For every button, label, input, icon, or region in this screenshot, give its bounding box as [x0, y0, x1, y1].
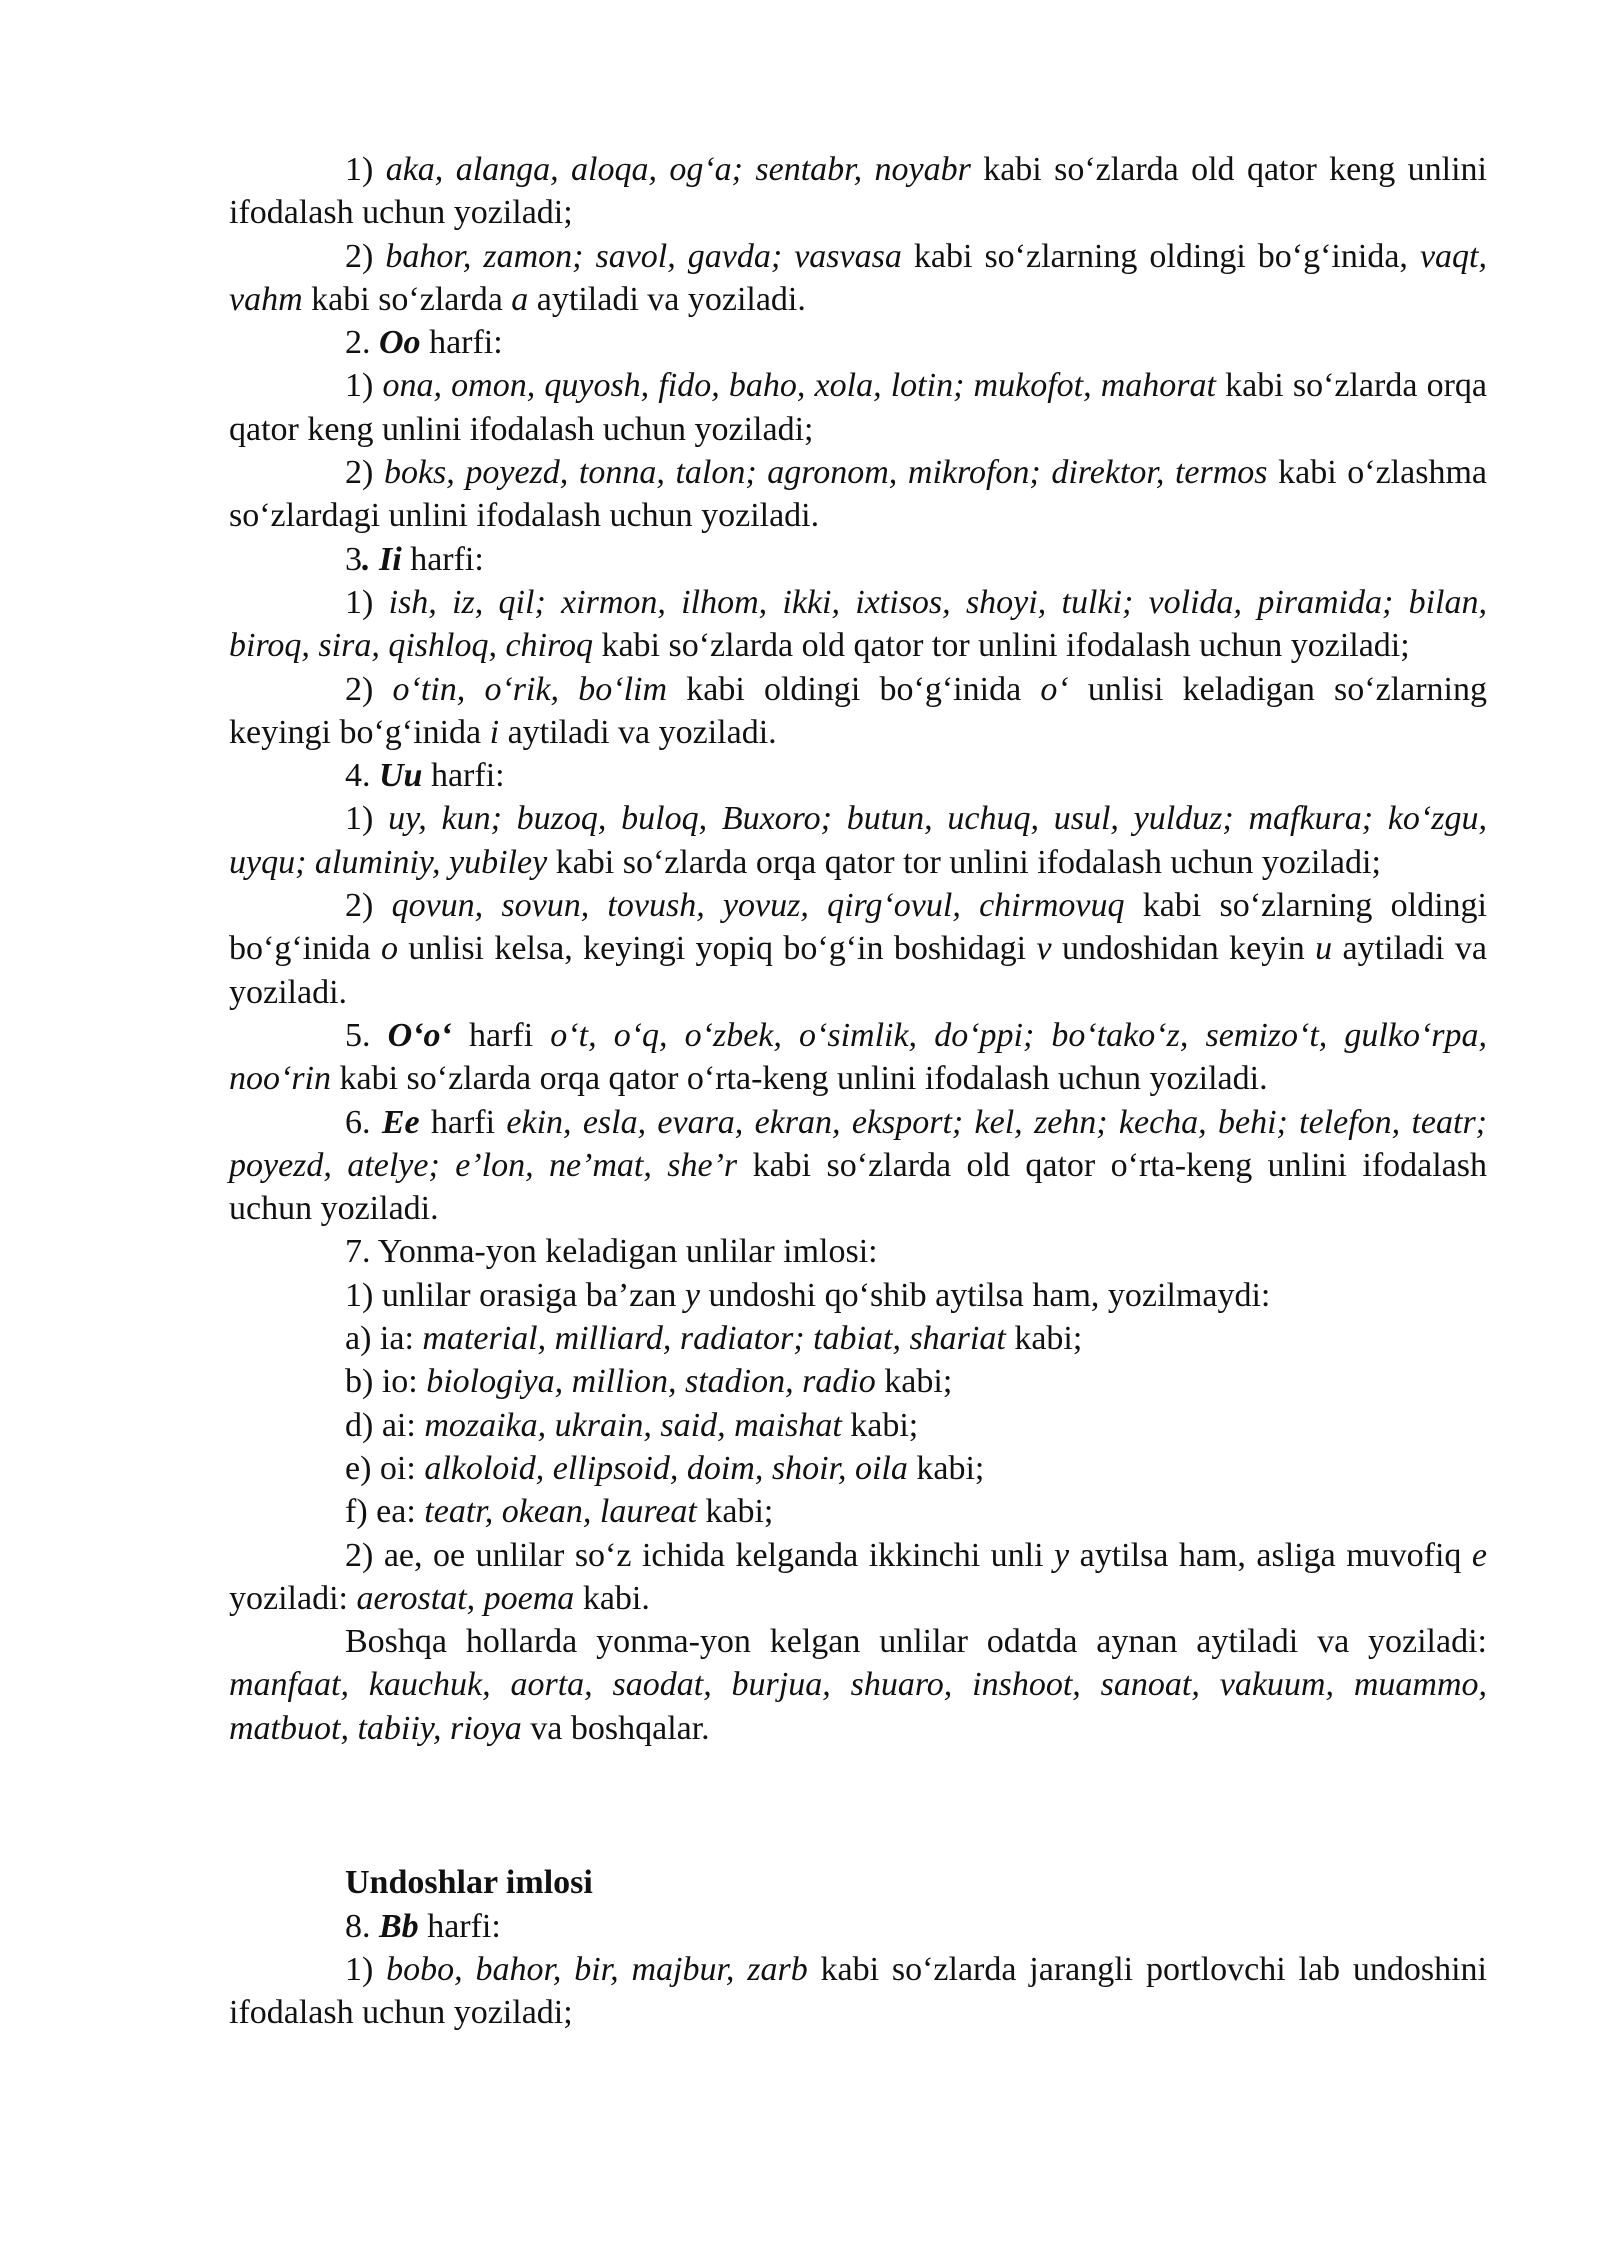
example-words: teatr, okean, laureat [424, 1493, 697, 1531]
text-run: aytiladi va yoziladi. [229, 930, 1487, 1011]
paragraph [229, 1230, 1487, 1273]
example-words: vaqt, vahm [229, 237, 1487, 318]
text-run: kabi so‘zlarda orqa qator keng unlini ifodalash uchun yoziladi; [229, 367, 1487, 448]
text-run: b) io: [345, 1363, 427, 1401]
text-run: harfi [451, 1016, 551, 1054]
text-run: Boshqa hollarda yonma-yon kelgan unlilar odatda aynan aytiladi va yoziladi: [345, 1623, 1487, 1661]
example-words: mozaika, ukrain, said, maishat [424, 1406, 842, 1444]
letter-name: Ee [381, 1103, 420, 1141]
text-run: kabi so‘zlarda jarangli portlovchi lab undoshini ifodalash uchun yoziladi; [229, 1950, 1487, 2032]
text-run: harfi: [420, 324, 503, 362]
text-run: kabi so‘zlarda orqa qator o‘rta-keng unlini ifodalash uchun yoziladi. [331, 1060, 1268, 1098]
text-run: kabi so‘zlarda orqa qator tor unlini ifodalash uchun yoziladi; [547, 843, 1381, 881]
paragraph [229, 1101, 1487, 1231]
text-run: 1) [345, 151, 386, 188]
example-words: bahor, zamon; savol, gavda; vasvasa [385, 237, 902, 275]
example-words: e [1471, 1536, 1488, 1574]
text-run: 1) unlilar orasiga ba’zan [345, 1276, 685, 1314]
text-run: 1) [345, 800, 389, 838]
example-words: u [1315, 930, 1333, 968]
paragraph [229, 538, 1487, 581]
example-words: uy, kun; buzoq, buloq, Buxoro; butun, uchuq, usul, yulduz; mafkura; ko‘zgu, uyqu; aluminiy, yubiley [229, 800, 1487, 881]
text-run: yoziladi: [229, 1579, 357, 1617]
paragraph [229, 1534, 1487, 1621]
paragraph [229, 1905, 1487, 1948]
text-run: kabi; [696, 1493, 774, 1531]
text-run: kabi; [907, 1449, 985, 1487]
document-page [229, 148, 1487, 2034]
blank-line [229, 1784, 1487, 1827]
text-run: 2) [345, 454, 384, 492]
text-run: kabi so‘zlarning oldingi bo‘g‘inida [229, 887, 1487, 968]
example-words: biologiya, million, stadion, radio [426, 1363, 876, 1401]
example-words: qovun, sovun, tovush, yovuz, qirg‘ovul, chirmovuq [391, 887, 1125, 925]
text-run: 1) [345, 1950, 387, 1988]
text-run: harfi: [418, 1907, 501, 1945]
text-run: undoshi qo‘shib aytilsa ham, yozilmaydi: [699, 1276, 1271, 1314]
paragraph [229, 235, 1487, 322]
paragraph [229, 148, 1487, 235]
example-words: o [381, 930, 399, 968]
text-run: 6. [345, 1103, 382, 1141]
paragraph [229, 1317, 1487, 1360]
text-run: 7. Yonma-yon keladigan unlilar imlosi: [345, 1233, 878, 1271]
example-words: v [1036, 930, 1052, 968]
example-words: manfaat, kauchuk, aorta, saodat, burjua, shuaro, inshoot, sanoat, vakuum, muammo, matbuot, tabiiy, rioya [229, 1666, 1487, 1747]
letter-name: Oo [379, 324, 421, 362]
section-heading [229, 1861, 1487, 1904]
paragraph [229, 668, 1487, 755]
paragraph [229, 364, 1487, 451]
example-words: aka, alanga, aloqa, og‘a; sentabr, noyabr [385, 151, 971, 188]
text-run: a) ia: [345, 1320, 423, 1358]
paragraph [229, 321, 1487, 364]
example-words: o‘ [1040, 670, 1069, 708]
paragraph [229, 1274, 1487, 1317]
paragraph [229, 451, 1487, 538]
text-run: kabi; [841, 1406, 919, 1444]
text-run: kabi so‘zlarda old qator keng unlini ifodalash uchun yoziladi; [229, 151, 1487, 232]
text-run: d) ai: [345, 1406, 425, 1444]
example-words: boks, poyezd, tonna, talon; agronom, mikrofon; direktor, termos [383, 454, 1268, 492]
paragraph [229, 1620, 1487, 1750]
text-run: harfi: [422, 757, 505, 795]
example-words: y [1054, 1536, 1070, 1574]
text-run: kabi so‘zlarning oldingi bo‘g‘inida, [901, 237, 1420, 275]
example-words: o‘t, o‘q, o‘zbek, o‘simlik, do‘ppi; bo‘tako‘z, semizo‘t, gulko‘rpa, noo‘rin [229, 1016, 1488, 1098]
text-run: harfi: [401, 540, 484, 578]
text-run: 1) [345, 367, 383, 405]
text-run: 5. [345, 1016, 388, 1054]
letter-name: Bb [379, 1907, 419, 1945]
text-run: e) oi: [345, 1449, 425, 1487]
paragraph [229, 797, 1487, 884]
text-run: f) ea: [345, 1493, 425, 1531]
example-words: i [489, 713, 500, 751]
text-run: aytiladi va yoziladi. [528, 280, 806, 318]
letter-name: . Ii [362, 540, 402, 578]
example-words: bobo, bahor, bir, majbur, zarb [386, 1950, 808, 1988]
text-run: 8. [345, 1907, 379, 1945]
heading-text: Undoshlar imlosi [345, 1864, 593, 1902]
text-run: 2) ae, oe unlilar so‘z ichida kelganda ikkinchi unli [345, 1536, 1055, 1574]
text-run: unlisi kelsa, keyingi yopiq bo‘g‘in boshidagi [398, 930, 1037, 968]
example-words: material, milliard, radiator; tabiat, shariat [422, 1320, 1006, 1358]
letter-name: O‘o‘ [387, 1016, 452, 1054]
example-words: aerostat, poema [356, 1579, 575, 1617]
text-run: aytilsa ham, asliga muvofiq [1069, 1536, 1472, 1574]
example-words: ekin, esla, evara, ekran, eksport; kel, zehn; kecha, behi; telefon, teatr; poyezd, atelye; e’lon, ne’mat, she’r [229, 1103, 1488, 1184]
text-run: 2) [345, 887, 392, 925]
text-run: 2) [345, 670, 393, 708]
paragraph [229, 1490, 1487, 1533]
text-run: kabi so‘zlarda [302, 280, 512, 318]
paragraph [229, 884, 1487, 1014]
text-run: kabi; [1005, 1320, 1083, 1358]
paragraph [229, 1360, 1487, 1403]
example-words: ona, omon, quyosh, fido, baho, xola, lotin; mukofot, mahorat [382, 367, 1216, 405]
example-words: ish, iz, qil; xirmon, ilhom, ikki, ixtisos, shoyi, tulki; volida, piramida; bilan, biroq, sira, qishloq, chiroq [229, 583, 1488, 665]
text-run: kabi oldingi bo‘g‘inida [667, 670, 1041, 708]
text-run: 2. [345, 324, 379, 362]
text-run: 2) [345, 237, 386, 275]
letter-name: Uu [379, 757, 423, 795]
text-run: 3 [345, 540, 362, 578]
text-run: kabi so‘zlarda old qator o‘rta-keng unlini ifodalash uchun yoziladi. [229, 1146, 1487, 1228]
text-run: va boshqalar. [521, 1709, 710, 1747]
paragraph [229, 754, 1487, 797]
text-run: aytiladi va yoziladi. [499, 713, 777, 751]
text-run: kabi o‘zlashma so‘zlardagi unlini ifodalash uchun yoziladi. [229, 454, 1487, 535]
text-run: kabi so‘zlarda old qator tor unlini ifodalash uchun yoziladi; [592, 627, 1410, 665]
text-run: kabi. [574, 1579, 650, 1617]
paragraph [229, 1014, 1487, 1101]
text-run: 1) [345, 583, 389, 621]
example-words: alkoloid, ellipsoid, doim, shoir, oila [424, 1449, 908, 1487]
text-run: kabi; [875, 1363, 953, 1401]
text-run: harfi [419, 1103, 507, 1141]
text-run: 4. [345, 757, 379, 795]
paragraph [229, 581, 1487, 668]
example-words: a [511, 280, 529, 318]
text-run: undoshidan keyin [1051, 930, 1316, 968]
paragraph [229, 1447, 1487, 1490]
example-words: o‘tin, o‘rik, bo‘lim [392, 670, 668, 708]
paragraph [229, 1404, 1487, 1447]
paragraph [229, 1948, 1487, 2035]
example-words: y [684, 1276, 700, 1314]
text-run: unlisi keladigan so‘zlarning keyingi bo‘g‘inida [229, 670, 1488, 751]
